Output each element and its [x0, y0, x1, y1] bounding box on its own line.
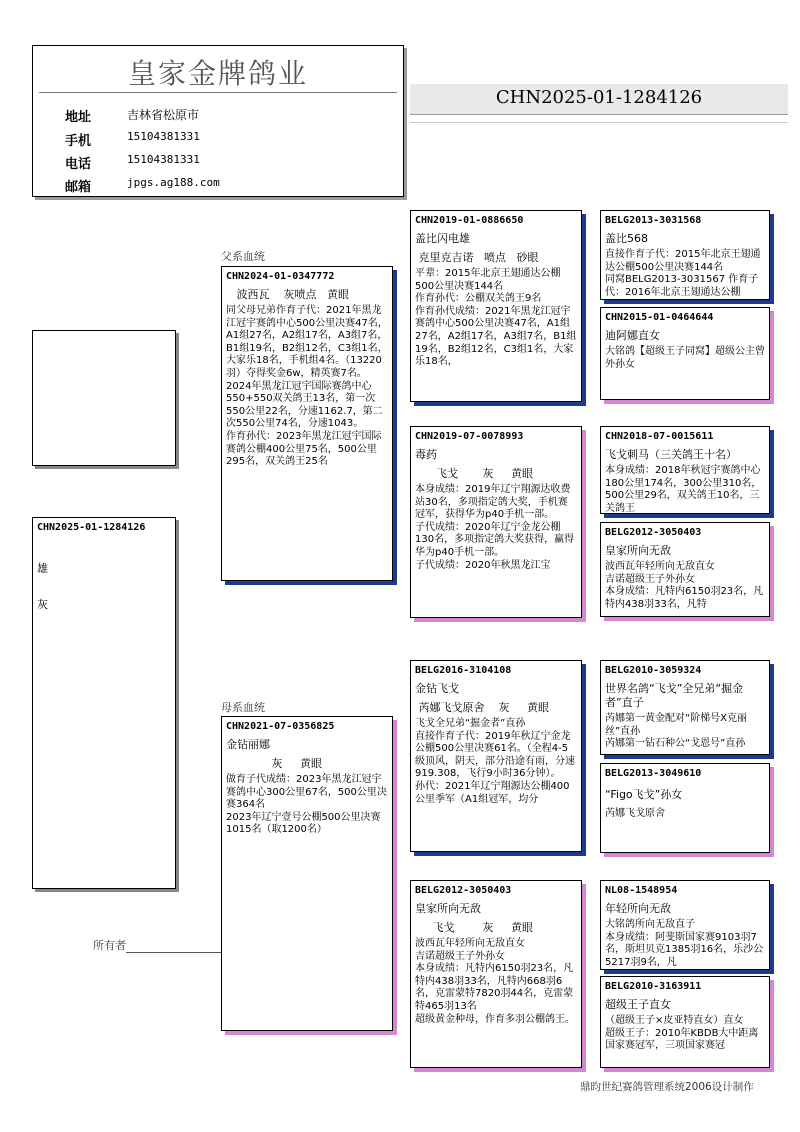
address-label: 地址 — [65, 110, 92, 125]
address-value: 吉林省松原市 — [127, 108, 200, 122]
sdd-description: 波西瓦年轻所向无敌直女 吉诺超级王子外孙女 本身成绩：凡特内6150羽23名，凡特内438羽33名，凡特 — [605, 561, 764, 610]
dss-name: 世界名鸽“飞戈”全兄弟“掘金者”直子 — [605, 682, 744, 709]
ssd-name: 迪阿娜直女 — [605, 329, 660, 342]
sdd-name: 皇家所向无敌 — [605, 544, 671, 557]
subject-ring: CHN2025-01-1284126 — [37, 522, 146, 533]
brand-title: 皇家金牌鸽业 — [127, 57, 308, 90]
dam-ring: CHN2021-07-0356825 — [226, 721, 335, 732]
header-divider — [39, 92, 397, 93]
dam-dam-attributes: 飞戈 灰 黄眼 — [415, 921, 533, 934]
subject-sex: 雄 — [37, 562, 48, 575]
sire-sire-attributes: 克里克吉诺 喷点 砂眼 — [415, 251, 539, 264]
sss-description: 直接作育子代：2015年北京王翅通达公棚500公里决赛144名 同窝BELG2013-3031567 作育子代：2016年北京王翅通达公棚 — [605, 249, 761, 298]
photo-frame — [32, 330, 176, 466]
dss-card — [600, 660, 770, 755]
sire-sire-description: 平辈：2015年北京王翅通达公棚500公里决赛144名 作育孙代：公棚双关鸽王9名 作育孙代成绩：2021年黑龙江冠宇赛鸽中心500公里决赛47名，A1组27名，A2组17名，A3组7名，B1组19名，B2组12名，C3组1名，大家乐18名， — [415, 268, 577, 368]
banner-ring-number: CHN2025-01-1284126 — [495, 87, 703, 108]
dam-sire-name: 金钻飞戈 — [415, 682, 459, 695]
telephone-label: 电话 — [65, 157, 92, 172]
dam-sire-ring: BELG2016-3104108 — [415, 665, 512, 676]
mobile-value: 15104381331 — [127, 130, 200, 143]
dsd-name: “Figo飞戈”孙女 — [605, 788, 683, 801]
sss-ring: BELG2013-3031568 — [605, 215, 702, 226]
dam-dam-ring: BELG2012-3050403 — [415, 885, 512, 896]
sds-ring: CHN2018-07-0015611 — [605, 431, 714, 442]
dds-card — [600, 880, 770, 970]
sire-sire-ring: CHN2019-01-0886650 — [415, 215, 524, 226]
sds-card — [600, 426, 770, 514]
dsd-ring: BELG2013-3049610 — [605, 768, 702, 779]
sire-dam-ring: CHN2019-07-0078993 — [415, 431, 524, 442]
ssd-card — [600, 307, 770, 400]
dss-description: 芮娜第一黄金配对“阶梯号X克丽丝”直孙 芮娜第一钻石种公“戈恩号”直孙 — [605, 713, 748, 750]
sire-dam-attributes: 飞戈 灰 黄眼 — [415, 467, 533, 480]
dam-attributes: 灰 黄眼 — [226, 757, 322, 770]
email-value: jpgs.ag188.com — [127, 176, 220, 189]
sss-name: 盖比568 — [605, 232, 648, 245]
owner-field — [93, 937, 236, 953]
dam-card — [221, 716, 393, 1031]
sire-card — [221, 266, 393, 581]
telephone-value: 15104381331 — [127, 153, 200, 166]
owner-underline — [126, 942, 236, 953]
dam-dam-description: 波西瓦年轻所向无敌直女 吉诺超级王子外孙女 本身成绩：凡特内6150羽23名，凡特内438羽33名，凡特内668羽6名，克雷蒙特7820羽44名，克雷蒙特465羽13名 超级黄金种母，作育多羽公棚鸽王。 — [415, 938, 575, 1025]
sire-sire-name: 盖比闪电雄 — [415, 232, 470, 245]
sdd-card — [600, 522, 770, 617]
ddd-card — [600, 976, 770, 1068]
owner-label: 所有者 — [93, 939, 126, 952]
sire-attributes: 波西瓦 灰喷点 黄眼 — [226, 288, 349, 301]
ssd-ring: CHN2015-01-0464644 — [605, 312, 714, 323]
banner-divider — [410, 122, 788, 123]
breeder-header — [32, 45, 404, 197]
sire-line-label: 父系血统 — [221, 250, 265, 263]
dam-dam-name: 皇家所向无敌 — [415, 902, 481, 915]
dam-description: 做育子代成绩：2023年黑龙江冠宇赛鸽中心300公里67名，500公里决赛364名 2023年辽宁壹号公棚500公里决赛1015名（取1200名） — [226, 774, 387, 836]
sdd-ring: BELG2012-3050403 — [605, 527, 702, 538]
dam-sire-description: 飞戈全兄弟“掘金者”直孙 直接作育子代：2019年秋辽宁金龙公棚500公里决赛61名。（全程4-5级顶风，阴天，部分沿途有雨，分速919.308，飞行9小时36分钟）。 孙代：2021年辽宁翔源达公棚400公里季军（A1组冠军，均分 — [415, 718, 575, 805]
footer-credit: 鼎昀世纪赛鸽管理系统2006设计制作 — [580, 1081, 754, 1093]
dds-description: 大铭鸽所向无敌直子 本身成绩：阿斐斯国家赛9103羽7名，斯坦贝克1385羽16名，乐沙公5217羽9名，凡 — [605, 919, 764, 968]
ddd-description: （超级王子×皮亚特直女）直女 超级王子：2010年KBDB大中距离国家赛冠军，三项国家赛冠 — [605, 1015, 759, 1052]
sire-description: 同父母兄弟作育子代：2021年黑龙江冠宇赛鸽中心500公里决赛47名，A1组27名，A2组17名，A3组7名，B1组19名，B2组12名，C3组1名，大家乐18名，手机组4名。（13220羽）夺得奖金6w，精英赛7名。 2024年黑龙江冠宇国际赛鸽中心550+550双关鸽王13名，第一次550公里22名，分速1162.7，第二次550公里74名，分速1043。 作育孙代：2023年黑龙江冠宇国际赛鸽公棚400公里75名，500公里295名，双关鸽王25名 — [226, 305, 388, 468]
dds-ring: NL08-1548954 — [605, 885, 678, 896]
mobile-label: 手机 — [65, 134, 92, 149]
dam-dam-card — [410, 880, 582, 1068]
ring-number-banner — [410, 84, 788, 115]
sds-description: 本身成绩：2018年秋冠宇赛鸽中心180公里174名，300公里310名，500公里29名，双关鸽王10名，三关鸽王 — [605, 465, 762, 514]
subject-color: 灰 — [37, 598, 48, 611]
sds-name: 飞戈刺马（三关鸽王十名） — [605, 448, 737, 461]
dss-ring: BELG2010-3059324 — [605, 665, 702, 676]
dam-name: 金钻丽娜 — [226, 738, 270, 751]
dds-name: 年轻所向无敌 — [605, 902, 671, 915]
sire-dam-name: 毒药 — [415, 448, 437, 461]
dsd-description: 芮娜飞戈原舍 — [605, 808, 665, 819]
ssd-description: 大铭鸽【超级王子同窝】超级公主曾外孙女 — [605, 346, 765, 370]
dam-line-label: 母系血统 — [221, 701, 265, 714]
ddd-name: 超级王子直女 — [605, 998, 671, 1011]
dam-sire-card — [410, 660, 582, 852]
sire-dam-description: 本身成绩：2019年辽宁翔源达收费站30名，多项指定鸽大奖，手机赛冠军，获得华为p40手机一部。 子代成绩：2020年辽宁金龙公棚130名，多项指定鸽大奖获得，赢得华为p40手机一部。 子代成绩：2020年秋黑龙江宝 — [415, 484, 575, 571]
ddd-ring: BELG2010-3163911 — [605, 981, 702, 992]
sire-sire-card — [410, 210, 582, 402]
subject-card — [32, 517, 176, 889]
email-label: 邮箱 — [65, 180, 92, 195]
sss-card — [600, 210, 770, 300]
sire-dam-card — [410, 426, 582, 618]
sire-ring: CHN2024-01-0347772 — [226, 271, 335, 282]
dsd-card — [600, 763, 770, 853]
dam-sire-attributes: 芮娜飞戈原舍 灰 黄眼 — [415, 701, 549, 714]
